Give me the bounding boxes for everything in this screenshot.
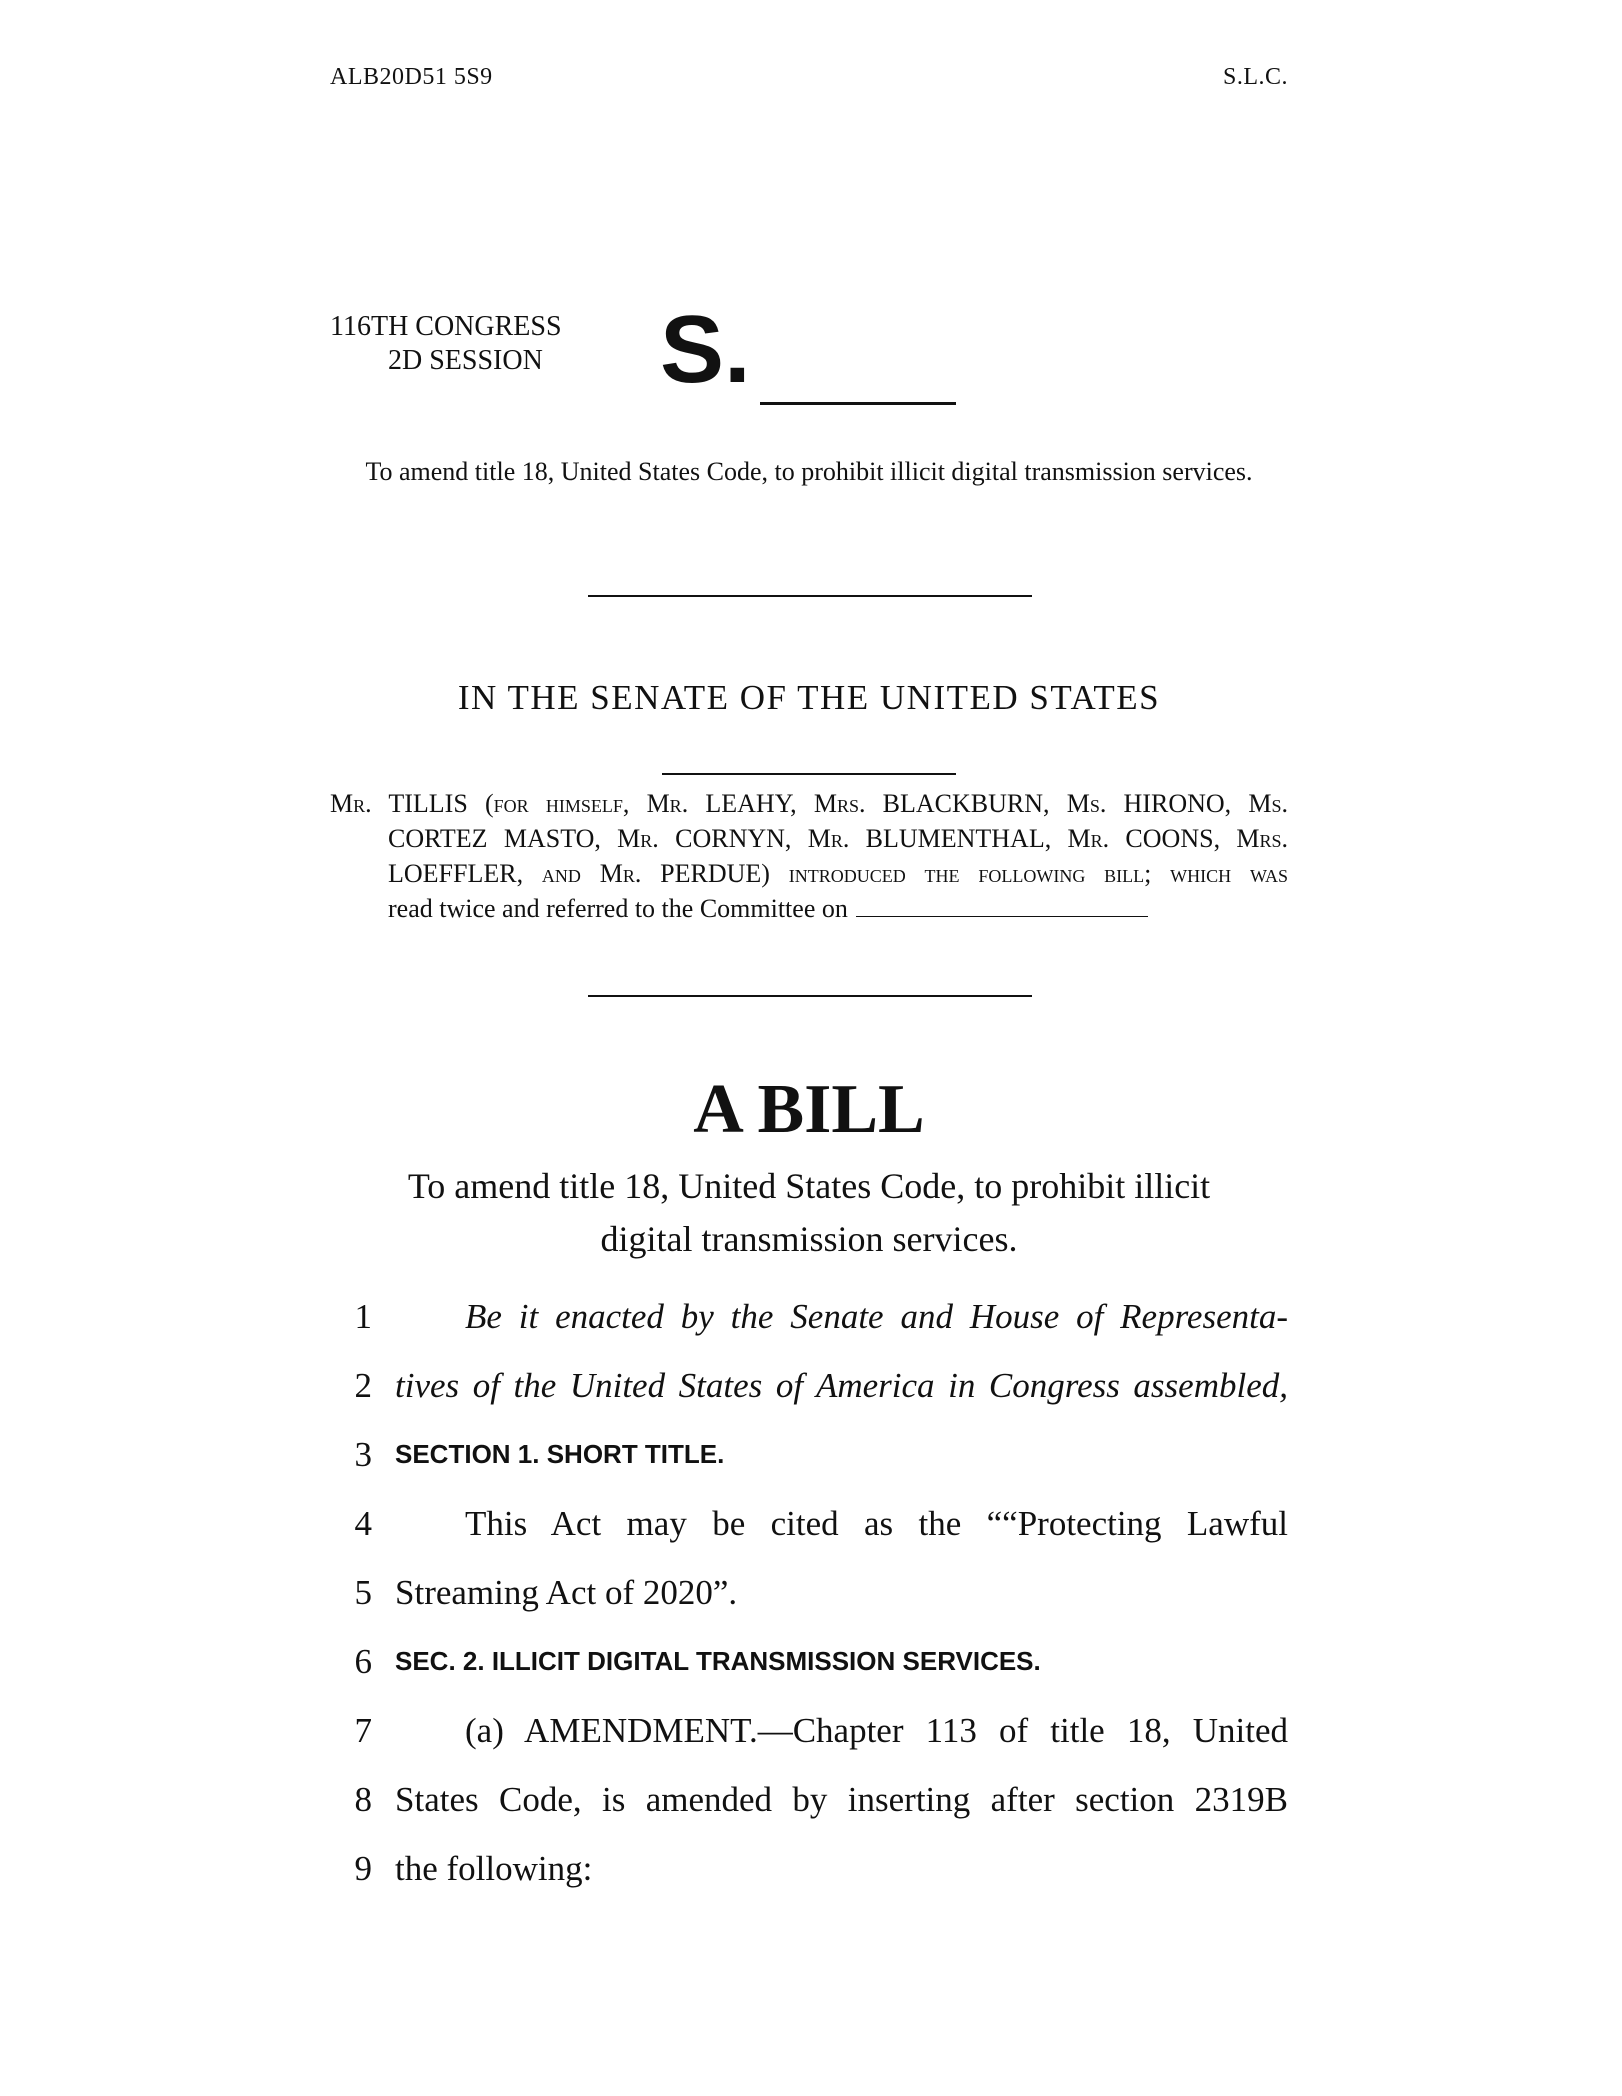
bill-line: [330, 1420, 1288, 1489]
section-heading: SECTION 1. SHORT TITLE.: [395, 1439, 725, 1469]
document-id: ALB20D51 5S9: [330, 64, 493, 90]
line-text: tives of the United States of America in Congress assembled,: [395, 1366, 1288, 1405]
bill-line: [330, 1558, 1288, 1627]
bill-line: [330, 1834, 1288, 1903]
sponsors-line: CORTEZ MASTO, Mr. CORNYN, Mr. BLUMENTHAL, Mr. COONS, Mrs.: [388, 824, 1288, 853]
long-title-line: digital transmission services.: [600, 1219, 1018, 1259]
line-number: 4: [354, 1504, 372, 1543]
bill-designation: S.: [660, 296, 751, 403]
line-number: 2: [354, 1366, 372, 1405]
line-number: 8: [354, 1780, 372, 1819]
bill-line: [330, 1765, 1288, 1834]
section-heading: SEC. 2. ILLICIT DIGITAL TRANSMISSION SERVICES.: [395, 1646, 1041, 1676]
committee-referral: read twice and referred to the Committee on: [388, 894, 848, 923]
line-text: the following:: [395, 1849, 593, 1888]
bill-line: [330, 1489, 1288, 1558]
divider-rule-short: [662, 773, 956, 775]
line-text: This Act may be cited as the ““Protecting Lawful: [465, 1504, 1288, 1543]
slc-mark: S.L.C.: [1222, 64, 1288, 90]
committee-blank: [856, 894, 1148, 917]
line-number: 5: [354, 1573, 372, 1612]
sponsors-line: LOEFFLER, and Mr. PERDUE) introduced the following bill; which was: [388, 859, 1288, 888]
congress-number: 116TH CONGRESS: [330, 311, 562, 342]
sponsors-line-last: [330, 891, 1288, 926]
divider-rule: [588, 995, 1032, 997]
congress-session-block: [330, 310, 600, 378]
bill-line: [330, 1351, 1288, 1420]
line-text: Be it enacted by the Senate and House of Representa-: [465, 1297, 1288, 1336]
bill-line: [330, 1696, 1288, 1765]
bill-line: [330, 1627, 1288, 1696]
bill-number-blank: [760, 402, 956, 405]
line-text: Streaming Act of 2020”.: [395, 1573, 738, 1612]
bill-line: [330, 1282, 1288, 1351]
line-number: 1: [354, 1297, 372, 1336]
top-title: To amend title 18, United States Code, to prohibit illicit digital transmission services.: [365, 457, 1253, 486]
line-number: 3: [354, 1435, 372, 1474]
line-number: 7: [354, 1711, 372, 1750]
divider-rule: [588, 595, 1032, 597]
session-number: 2D SESSION: [388, 345, 543, 376]
sponsors-block: [330, 786, 1288, 926]
long-title: [330, 1160, 1288, 1266]
line-number: 6: [354, 1642, 372, 1681]
senate-heading: IN THE SENATE OF THE UNITED STATES: [457, 678, 1161, 717]
long-title-line: To amend title 18, United States Code, to prohibit illicit: [407, 1166, 1211, 1206]
a-bill-heading: A BILL: [693, 1071, 925, 1148]
line-number: 9: [354, 1849, 372, 1888]
line-text: (a) AMENDMENT.—Chapter 113 of title 18, United: [465, 1711, 1288, 1750]
line-text: States Code, is amended by inserting after section 2319B: [395, 1780, 1288, 1819]
sponsors-line: Mr. TILLIS (for himself, Mr. LEAHY, Mrs. BLACKBURN, Ms. HIRONO, Ms.: [330, 789, 1288, 818]
